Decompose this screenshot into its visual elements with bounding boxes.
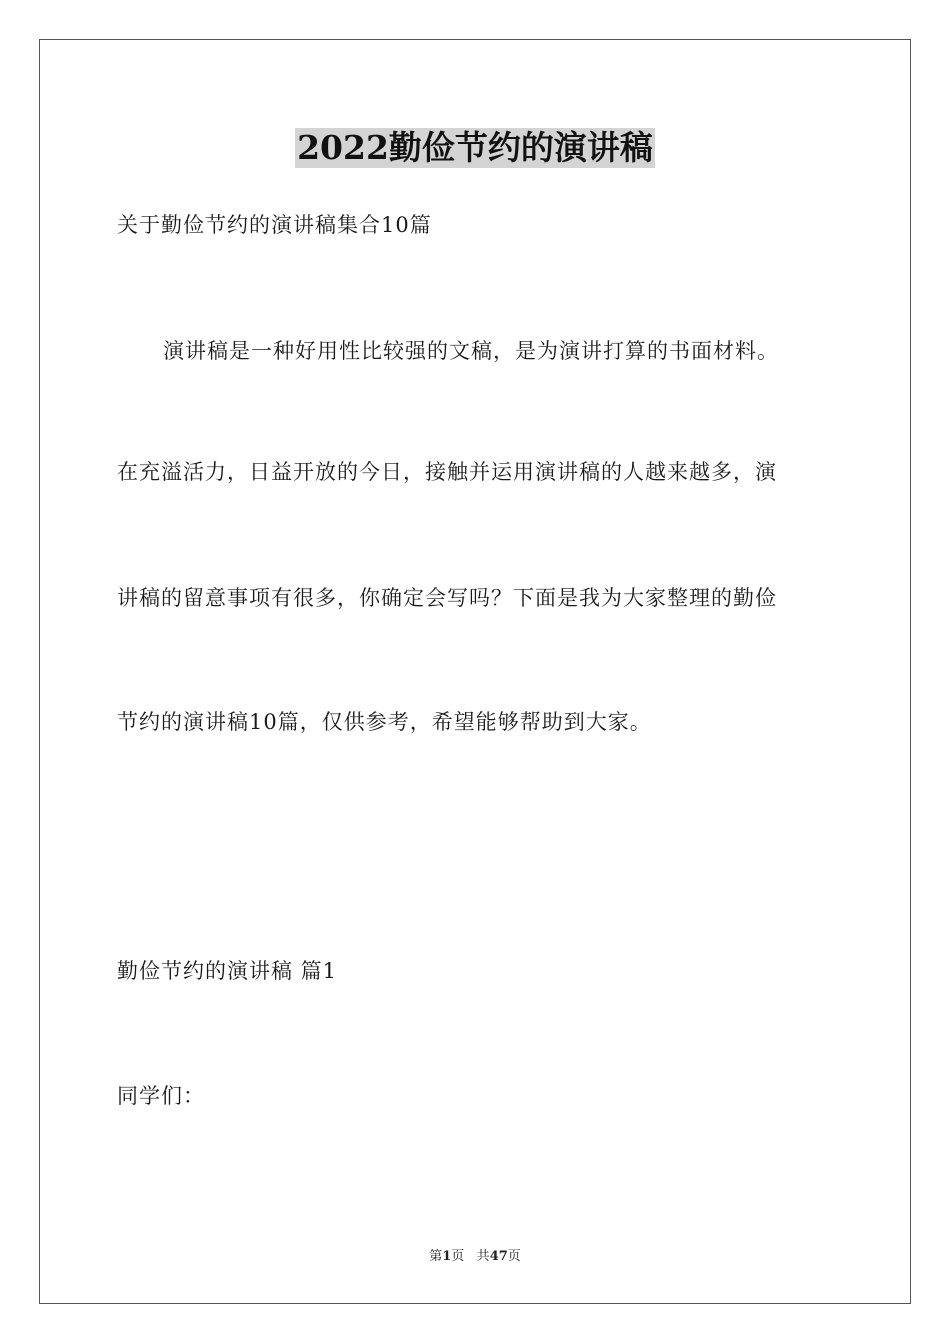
footer-page-suffix: 页 (451, 1249, 465, 1264)
document-subtitle: 关于勤俭节约的演讲稿集合10篇 (117, 213, 432, 237)
document-title: 2022勤俭节约的演讲稿 (297, 128, 653, 167)
footer-total-suffix: 页 (507, 1249, 521, 1264)
section-heading: 勤俭节约的演讲稿 篇1 (117, 959, 338, 983)
footer-page-number: 1 (442, 1249, 452, 1264)
page-footer (0, 1248, 950, 1266)
intro-line-3: 讲稿的留意事项有很多，你确定会写吗？下面是我为大家整理的勤俭 (117, 586, 777, 610)
salutation: 同学们： (117, 1084, 205, 1108)
footer-total-pages: 47 (489, 1249, 508, 1264)
intro-line-1: 演讲稿是一种好用性比较强的文稿，是为演讲打算的书面材料。 (163, 339, 779, 363)
footer-page-prefix: 第 (429, 1249, 443, 1264)
footer-total-prefix: 共 (476, 1249, 490, 1264)
title-container (0, 128, 950, 168)
intro-line-4: 节约的演讲稿10篇，仅供参考，希望能够帮助到大家。 (117, 710, 652, 734)
intro-line-2: 在充溢活力，日益开放的今日，接触并运用演讲稿的人越来越多，演 (117, 460, 777, 484)
